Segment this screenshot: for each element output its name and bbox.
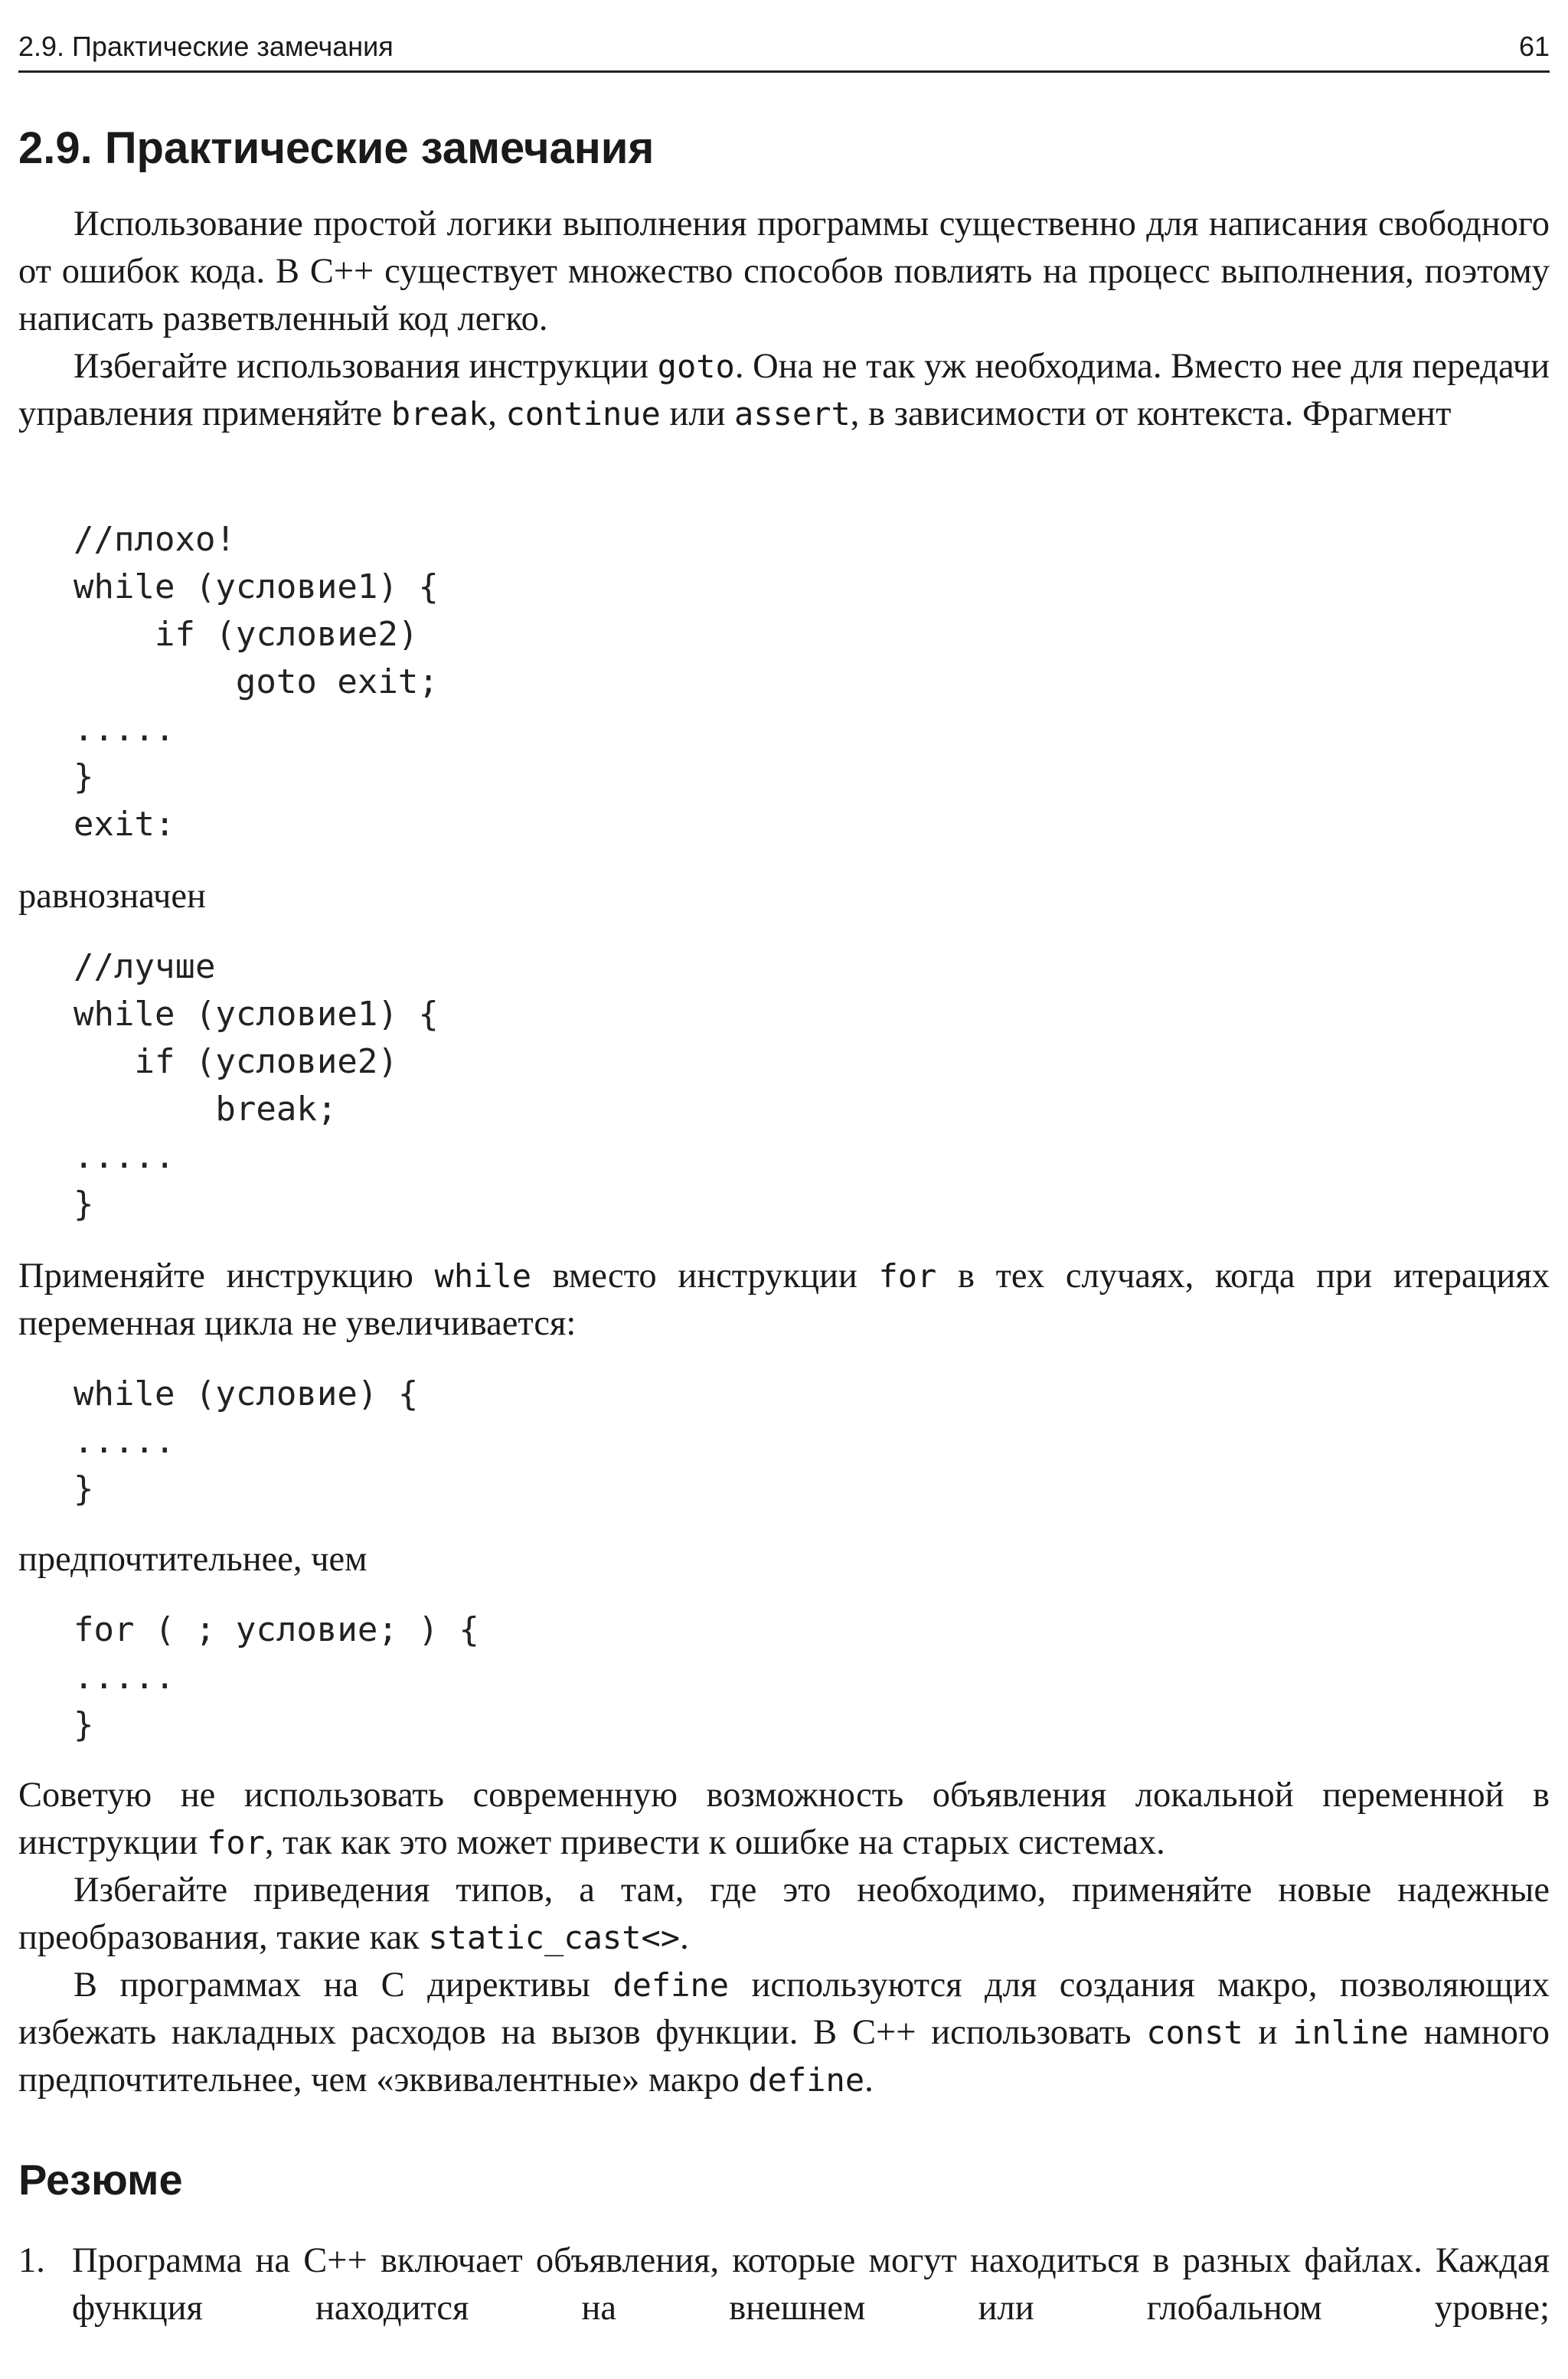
list-item-text: Программа на С++ включает объявления, которые могут находиться в разных файлах. Каждая функция находится на внешнем или глобальном уровне; [72,2241,1550,2328]
paragraph-casts [18,1867,1550,1962]
inline-code: continue [505,395,661,433]
code-block-bad: //плохо! while (условие1) { if (условие2) goto exit; ..... } exit: [74,520,439,844]
text-run: и [1243,2013,1293,2052]
text-run: вместо инструкции [531,1256,879,1296]
code-block-better: //лучше while (условие1) { if (условие2) break; ..... } [74,947,439,1224]
text-run: . [864,2060,874,2100]
inline-code: static_cast<> [428,1919,681,1956]
paragraph-intro: Использование простой логики выполнения программы существенно для написания свободного от ошибок кода. В С++ существует множество способов повлиять на процесс выполнения, поэтому написать разветвленный код легко. [18,204,1550,338]
text-run: . Она не так уж необходима. Вместо нее для передачи управления применяйте [18,347,1550,433]
text-run: намного предпочтительнее, чем «эквивалентные» макро [18,2013,1550,2100]
text-run: Советую не использовать современную возможность объявления локальной переменной в инструкции [18,1776,1550,1862]
text-run: или [660,394,735,433]
text-run: В программах на С директивы [74,1966,613,2005]
inline-code: for [207,1824,265,1861]
text-run: в тех случаях, когда при итерациях переменная цикла не увеличивается: [18,1256,1550,1343]
text-run: . [680,1918,689,1957]
inline-code: for [878,1257,937,1295]
paragraph-define [18,1962,1550,2104]
paragraph-local-var [18,1772,1550,1867]
paragraph-while [18,1253,1550,1348]
inline-code: goto [657,348,735,385]
section-title: 2.9. Практические замечания [18,123,655,173]
paragraph-preferable: предпочтительнее, чем [18,1540,368,1579]
inline-code: inline [1292,2014,1409,2051]
text-run: используются для создания макро, позволяющих избежать накладных расходов на вызов функции. В С++ использовать [18,1966,1550,2052]
text-run: , так как это может привести к ошибке на старых системах. [264,1823,1165,1862]
text-run: Избегайте приведения типов, а там, где это необходимо, применяйте новые надежные преобразования, такие как [18,1871,1550,1957]
code-block-for: for ( ; условие; ) { ..... } [74,1610,479,1744]
text-run: , в зависимости от контекста. Фрагмент [850,394,1452,433]
inline-code: define [612,1966,730,2004]
running-head [18,23,1550,73]
inline-code: assert [734,395,851,433]
code-block-while: while (условие) { ..... } [74,1374,419,1508]
summary-heading: Резюме [18,2155,183,2204]
text-run: Применяйте инструкцию [18,1256,435,1296]
inline-code: break [390,395,488,433]
inline-code: while [434,1257,531,1295]
paragraph-equivalent: равнозначен [18,877,206,916]
page-number: 61 [1518,31,1550,62]
inline-code: define [748,2061,865,2099]
running-head-title: 2.9. Практические замечания [18,31,394,62]
list-number: 1. [18,2241,45,2280]
paragraph-goto [18,343,1550,438]
text-run: Избегайте использования инструкции [74,347,658,386]
text-run: , [488,394,506,433]
inline-code: const [1146,2014,1243,2051]
